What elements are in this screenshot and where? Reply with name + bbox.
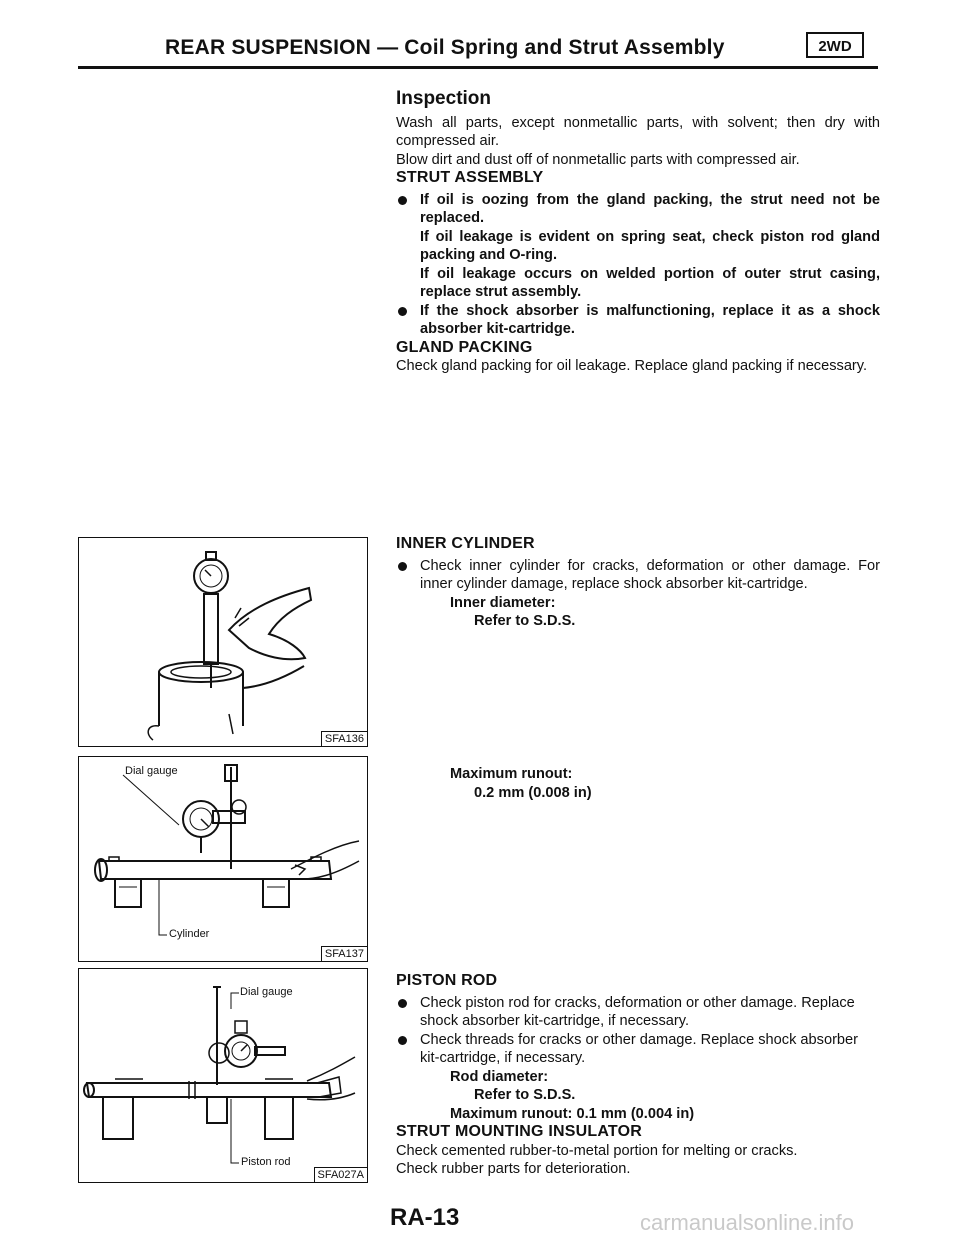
dial-gauge-label: Dial gauge xyxy=(240,986,293,998)
strut-mounting-line-2: Check rubber parts for deterioration. xyxy=(396,1161,631,1177)
header-rule xyxy=(78,66,878,69)
inspection-section xyxy=(396,90,880,376)
strut-mounting-heading: STRUT MOUNTING INSULATOR xyxy=(396,1123,642,1140)
piston-rod-bullet-2 xyxy=(396,1031,880,1068)
piston-rod-heading: PISTON ROD xyxy=(396,972,498,989)
inner-cylinder-illustration xyxy=(79,538,367,746)
bullet-icon xyxy=(398,1036,407,1045)
strut-bullet-2-text: If the shock absorber is malfunctioning, replace it as a shock absorber kit-cartridge. xyxy=(420,302,880,337)
piston-rod-bullet-2-text: Check threads for cracks or other damage. Replace shock absorber kit-cartridge, if necessary. xyxy=(420,1031,859,1066)
inner-cylinder-section xyxy=(396,535,880,631)
inspection-intro-2: Blow dirt and dust off of nonmetallic parts with compressed air. xyxy=(396,151,800,168)
bullet-icon xyxy=(398,999,407,1008)
rod-runout: Maximum runout: 0.1 mm (0.004 in) xyxy=(450,1105,695,1122)
strut-bullet-1 xyxy=(396,191,880,302)
page-header-title: REAR SUSPENSION — Coil Spring and Strut Assembly xyxy=(165,36,725,59)
cylinder-runout-value: 0.2 mm (0.008 in) xyxy=(474,784,592,801)
cylinder-runout-illustration xyxy=(79,757,367,961)
inner-cylinder-heading: INNER CYLINDER xyxy=(396,535,535,552)
cylinder-label: Cylinder xyxy=(169,928,210,940)
gland-packing-text: Check gland packing for oil leakage. Replace gland packing if necessary. xyxy=(396,358,868,374)
figure-piston-rod-runout xyxy=(78,968,368,1183)
page-number: RA-13 xyxy=(390,1204,460,1231)
strut-bullet-2 xyxy=(396,302,880,339)
piston-rod-bullet-1-text: Check piston rod for cracks, deformation or other damage. Replace shock absorber kit-cartridge, if necessary. xyxy=(420,994,855,1029)
strut-bullet-1-line-1: If oil is oozing from the gland packing, the strut need not be replaced. xyxy=(420,191,880,226)
bullet-icon xyxy=(398,307,407,316)
inner-cylinder-bullet-text: Check inner cylinder for cracks, deformation or other damage. For inner cylinder damage, replace shock absorber kit-cartridge. xyxy=(420,557,880,592)
drive-type-badge: 2WD xyxy=(806,32,864,58)
strut-bullet-1-line-2: If oil leakage is evident on spring seat, check piston rod gland packing and O-ring. xyxy=(420,228,880,263)
rod-diameter-value: Refer to S.D.S. xyxy=(474,1087,576,1103)
dial-gauge-label: Dial gauge xyxy=(125,765,178,777)
figure-code: SFA027A xyxy=(314,1167,367,1182)
gland-packing-heading: GLAND PACKING xyxy=(396,338,533,356)
inner-diameter-label: Inner diameter: xyxy=(450,594,556,611)
inspection-heading: Inspection xyxy=(396,88,492,109)
bullet-icon xyxy=(398,562,407,571)
piston-rod-runout-illustration xyxy=(79,969,367,1182)
bullet-icon xyxy=(398,196,407,205)
figure-code: SFA136 xyxy=(321,731,367,746)
cylinder-runout-label: Maximum runout: xyxy=(450,766,573,782)
inner-cylinder-bullet xyxy=(396,557,880,594)
inspection-intro-1: Wash all parts, except nonmetallic parts, with solvent; then dry with compressed air. xyxy=(396,114,880,149)
strut-bullet-1-line-3: If oil leakage occurs on welded portion of outer strut casing, replace strut assembly. xyxy=(420,265,880,300)
cylinder-runout-spec xyxy=(396,765,880,802)
watermark: carmanualsonline.info xyxy=(640,1210,855,1235)
inner-diameter-value: Refer to S.D.S. xyxy=(474,613,576,629)
figure-inner-cylinder-check xyxy=(78,537,368,747)
figure-code: SFA137 xyxy=(321,946,367,961)
strut-assembly-heading: STRUT ASSEMBLY xyxy=(396,169,544,186)
strut-mounting-line-1: Check cemented rubber-to-metal portion for melting or cracks. xyxy=(396,1142,798,1159)
piston-rod-bullet-1 xyxy=(396,994,880,1031)
rod-diameter-label: Rod diameter: xyxy=(450,1068,549,1085)
piston-rod-label: Piston rod xyxy=(241,1156,291,1168)
figure-cylinder-runout xyxy=(78,756,368,962)
piston-rod-section xyxy=(396,972,880,1179)
